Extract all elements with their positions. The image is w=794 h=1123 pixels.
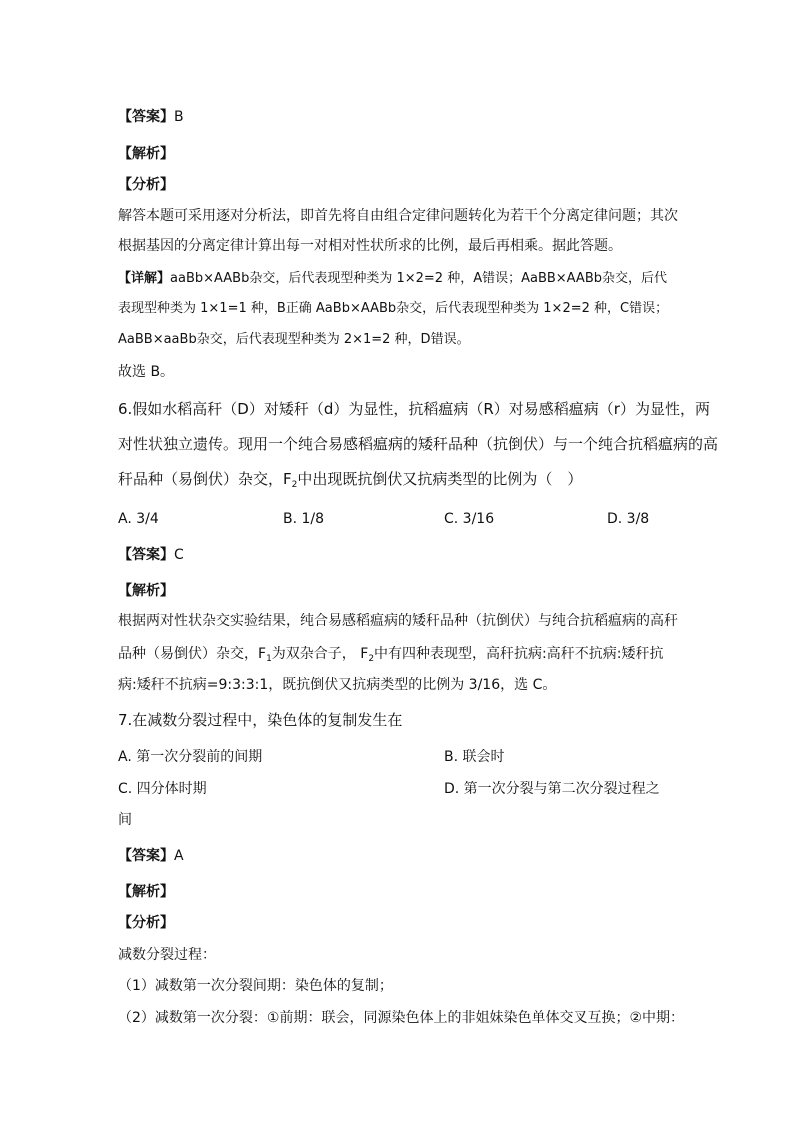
answer-line	[118, 847, 184, 865]
process-step: （2）减数第一次分裂：①前期：联会，同源染色体上的非姐妹染色单体交叉互换；②中期：	[118, 1010, 685, 1026]
stem-text: 中出现既抗倒伏又抗病类型的比例为（ ）	[297, 470, 583, 488]
analysis-text: 为双杂合子， F	[271, 646, 369, 662]
analysis-text-line	[118, 645, 663, 663]
answer-tag: 【答案】	[118, 109, 174, 125]
analysis-text: 中有四种表现型，高秆抗病:高秆不抗病:矮秆抗	[374, 646, 664, 662]
answer-value: C	[174, 547, 184, 563]
answer-tag: 【答案】	[118, 547, 174, 563]
detail-text: aaBb×AABb杂交，后代表现型种类为 1×2=2 种，A错误；AaBB×AABb杂交，后代	[170, 271, 667, 286]
fenxi-text-line: 根据基因的分离定律计算出每一对相对性状所求的比例，最后再相乘。据此答题。	[118, 238, 622, 254]
answer-value: B	[174, 109, 184, 125]
detail-tag: 【详解】	[118, 271, 171, 286]
option-d-wrap: 间	[118, 812, 132, 828]
subscript: 1	[266, 654, 272, 664]
option-b: B. 1/8	[283, 511, 325, 527]
option-a: A. 第一次分裂前的间期	[118, 749, 263, 765]
detail-text-line: AaBB×aaBb杂交，后代表现型种类为 2×1=2 种，D错误。	[118, 332, 470, 347]
question-stem: 7.在减数分裂过程中，染色体的复制发生在	[118, 711, 403, 729]
fenxi-tag: 【分析】	[118, 177, 174, 193]
process-step: （1）减数第一次分裂间期：染色体的复制；	[118, 978, 393, 994]
analysis-tag: 【解析】	[118, 884, 174, 900]
analysis-text-line: 病:矮秆不抗病=9:3:3:1，既抗倒伏又抗病类型的比例为 3/16，选 C。	[118, 677, 557, 693]
subscript: 2	[368, 654, 375, 664]
option-c: C. 3/16	[444, 511, 495, 527]
answer-line	[118, 108, 184, 126]
analysis-tag: 【解析】	[118, 146, 174, 162]
stem-text: 秆品种（易倒伏）杂交，F	[118, 470, 292, 488]
answer-tag: 【答案】	[118, 848, 174, 864]
process-title: 减数分裂过程：	[118, 947, 216, 963]
answer-value: A	[174, 848, 184, 864]
option-d: D. 3/8	[607, 511, 650, 527]
conclusion-text: 故选 B。	[118, 364, 175, 380]
fenxi-text-line: 解答本题可采用逐对分析法，即首先将自由组合定律问题转化为若干个分离定律问题；其次	[118, 208, 678, 224]
subscript: 2	[291, 480, 298, 490]
detail-text-line: 表现型种类为 1×1=1 种，B正确 AaBb×AABb杂交，后代表现型种类为 1×2=2 种，C错误；	[118, 301, 669, 316]
option-b: B. 联会时	[444, 749, 505, 765]
question-stem-line	[118, 470, 582, 488]
question-stem-line: 对性状独立遗传。现用一个纯合易感稻瘟病的矮秆品种（抗倒伏）与一个纯合抗稻瘟病的高	[118, 435, 719, 453]
answer-line	[118, 546, 184, 564]
option-a: A. 3/4	[118, 511, 159, 527]
analysis-tag: 【解析】	[118, 583, 174, 599]
option-d: D. 第一次分裂与第二次分裂过程之	[444, 781, 660, 797]
analysis-text: 品种（易倒伏）杂交，F	[118, 646, 267, 662]
question-stem-line: 6.假如水稻高秆（D）对矮秆（d）为显性，抗稻瘟病（R）对易感稻瘟病（r）为显性，两	[118, 400, 710, 418]
analysis-text-line: 根据两对性状杂交实验结果，纯合易感稻瘟病的矮秆品种（抗倒伏）与纯合抗稻瘟病的高秆	[118, 613, 678, 629]
detail-line	[118, 270, 667, 288]
fenxi-tag: 【分析】	[118, 915, 174, 931]
option-c: C. 四分体时期	[118, 781, 207, 797]
